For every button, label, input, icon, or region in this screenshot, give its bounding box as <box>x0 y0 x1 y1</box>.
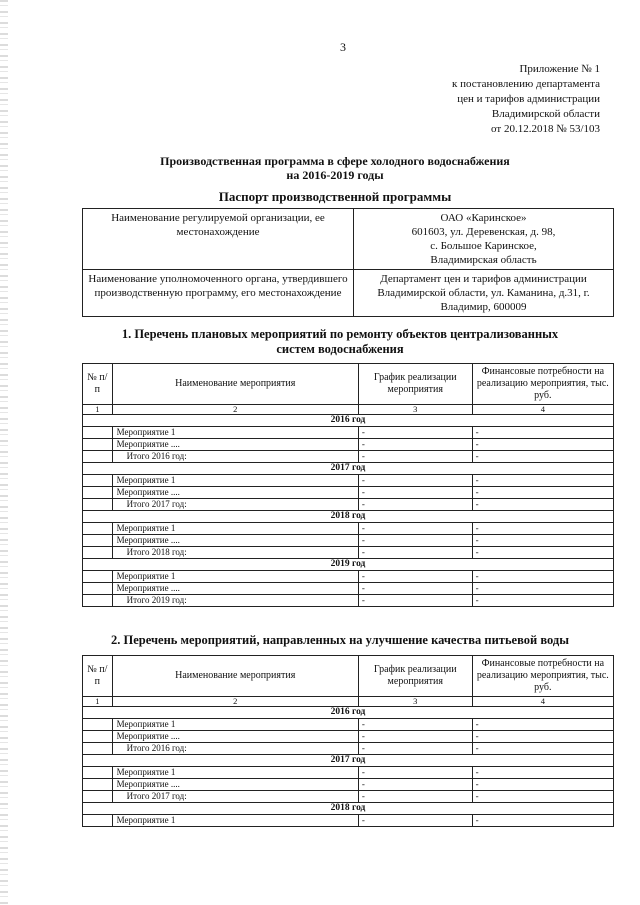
finance-cell: - <box>472 475 613 487</box>
table-row <box>83 719 614 731</box>
passport-heading: Паспорт производственной программы <box>218 189 452 204</box>
item-name: Мероприятие 1 <box>112 815 358 827</box>
finance-cell: - <box>472 499 613 511</box>
year-label: 2016 год <box>83 415 614 427</box>
appendix-line-1: Приложение № 1 <box>519 63 600 75</box>
col-number-header: № п/п <box>83 364 113 405</box>
plan-table-1 <box>82 363 614 607</box>
scan-edge-artifact <box>0 0 8 905</box>
year-label: 2018 год <box>83 803 614 815</box>
col-index: 1 <box>83 697 113 707</box>
table-row <box>83 731 614 743</box>
year-row <box>83 707 614 719</box>
finance-cell: - <box>472 779 613 791</box>
total-row <box>83 595 614 607</box>
finance-cell: - <box>472 815 613 827</box>
finance-cell: - <box>472 583 613 595</box>
schedule-cell: - <box>358 583 472 595</box>
col-name-header: Наименование мероприятия <box>112 364 358 405</box>
table-row <box>83 815 614 827</box>
passport-row <box>83 209 614 270</box>
year-row <box>83 463 614 475</box>
col-index: 4 <box>472 405 613 415</box>
item-name: Мероприятие 1 <box>112 571 358 583</box>
total-label: Итого 2018 год: <box>112 547 358 559</box>
total-row <box>83 499 614 511</box>
table-row <box>83 535 614 547</box>
total-label: Итого 2016 год: <box>112 743 358 755</box>
item-name: Мероприятие .... <box>112 439 358 451</box>
section-1-heading-line-2: систем водоснабжения <box>276 342 404 356</box>
item-name: Мероприятие .... <box>112 487 358 499</box>
col-name-header: Наименование мероприятия <box>112 656 358 697</box>
col-schedule-header: График реализации мероприятия <box>358 656 472 697</box>
item-name: Мероприятие 1 <box>112 523 358 535</box>
org-address-1: 601603, ул. Деревенская, д. 98, <box>411 226 556 238</box>
finance-cell: - <box>472 451 613 463</box>
schedule-cell: - <box>358 815 472 827</box>
year-label: 2017 год <box>83 463 614 475</box>
col-index: 2 <box>112 697 358 707</box>
item-name: Мероприятие .... <box>112 731 358 743</box>
table-row <box>83 523 614 535</box>
item-name: Мероприятие 1 <box>112 719 358 731</box>
table-row <box>83 475 614 487</box>
appendix-line-5: от 20.12.2018 № 53/103 <box>491 123 600 135</box>
plan-table-2 <box>82 655 614 827</box>
finance-cell: - <box>472 439 613 451</box>
schedule-cell: - <box>358 427 472 439</box>
table-row <box>83 571 614 583</box>
finance-cell: - <box>472 767 613 779</box>
schedule-cell: - <box>358 439 472 451</box>
finance-cell: - <box>472 719 613 731</box>
col-index: 3 <box>358 697 472 707</box>
total-label: Итого 2019 год: <box>112 595 358 607</box>
org-name: ОАО «Каринское» <box>440 212 527 224</box>
passport-label: Наименование уполномоченного органа, утвердившего производственную программу, его местонахождение <box>83 270 354 317</box>
passport-label: Наименование регулируемой организации, ее местонахождение <box>83 209 354 270</box>
schedule-cell: - <box>358 571 472 583</box>
schedule-cell: - <box>358 475 472 487</box>
col-index: 4 <box>472 697 613 707</box>
appendix-line-3: цен и тарифов администрации <box>457 93 600 105</box>
finance-cell: - <box>472 791 613 803</box>
table-header-row <box>83 656 614 697</box>
title-line-1: Производственная программа в сфере холодного водоснабжения <box>160 154 510 168</box>
item-name: Мероприятие .... <box>112 535 358 547</box>
item-name: Мероприятие 1 <box>112 427 358 439</box>
passport-value <box>354 209 614 270</box>
finance-cell: - <box>472 595 613 607</box>
finance-cell: - <box>472 427 613 439</box>
total-label: Итого 2017 год: <box>112 791 358 803</box>
table-row <box>83 583 614 595</box>
item-name: Мероприятие 1 <box>112 767 358 779</box>
table-header-row <box>83 364 614 405</box>
total-row <box>83 547 614 559</box>
col-finance-header: Финансовые потребности на реализацию мероприятия, тыс. руб. <box>472 364 613 405</box>
year-row <box>83 559 614 571</box>
col-index: 1 <box>83 405 113 415</box>
year-row <box>83 803 614 815</box>
col-finance-header: Финансовые потребности на реализацию мероприятия, тыс. руб. <box>472 656 613 697</box>
schedule-cell: - <box>358 535 472 547</box>
total-row <box>83 451 614 463</box>
section-2-heading: 2. Перечень мероприятий, направленных на улучшение качества питьевой воды <box>111 633 569 647</box>
appendix-block <box>360 62 600 137</box>
table-row <box>83 439 614 451</box>
schedule-cell: - <box>358 487 472 499</box>
column-index-row <box>83 697 614 707</box>
schedule-cell: - <box>358 779 472 791</box>
schedule-cell: - <box>358 719 472 731</box>
finance-cell: - <box>472 731 613 743</box>
finance-cell: - <box>472 535 613 547</box>
col-schedule-header: График реализации мероприятия <box>358 364 472 405</box>
finance-cell: - <box>472 743 613 755</box>
table-row <box>83 427 614 439</box>
schedule-cell: - <box>358 767 472 779</box>
org-address-3: Владимирская область <box>430 254 537 266</box>
col-index: 2 <box>112 405 358 415</box>
passport-row <box>83 270 614 317</box>
table-row <box>83 779 614 791</box>
schedule-cell: - <box>358 791 472 803</box>
year-row <box>83 511 614 523</box>
schedule-cell: - <box>358 743 472 755</box>
year-label: 2016 год <box>83 707 614 719</box>
table-row <box>83 487 614 499</box>
item-name: Мероприятие 1 <box>112 475 358 487</box>
year-label: 2018 год <box>83 511 614 523</box>
schedule-cell: - <box>358 731 472 743</box>
title-line-2: на 2016-2019 годы <box>286 168 384 182</box>
finance-cell: - <box>472 523 613 535</box>
schedule-cell: - <box>358 451 472 463</box>
schedule-cell: - <box>358 523 472 535</box>
schedule-cell: - <box>358 595 472 607</box>
total-label: Итого 2016 год: <box>112 451 358 463</box>
year-label: 2017 год <box>83 755 614 767</box>
passport-table <box>82 208 614 317</box>
section-1-heading-line-1: 1. Перечень плановых мероприятий по ремонту объектов централизованных <box>121 327 559 341</box>
year-row <box>83 415 614 427</box>
section-1-heading <box>60 327 620 357</box>
finance-cell: - <box>472 547 613 559</box>
appendix-line-2: к постановлению департамента <box>452 78 600 90</box>
schedule-cell: - <box>358 499 472 511</box>
schedule-cell: - <box>358 547 472 559</box>
total-label: Итого 2017 год: <box>112 499 358 511</box>
document-title <box>100 154 570 182</box>
item-name: Мероприятие .... <box>112 779 358 791</box>
column-index-row <box>83 405 614 415</box>
finance-cell: - <box>472 571 613 583</box>
year-label: 2019 год <box>83 559 614 571</box>
finance-cell: - <box>472 487 613 499</box>
org-address-2: с. Большое Каринское, <box>430 240 537 252</box>
appendix-line-4: Владимирской области <box>491 108 600 120</box>
item-name: Мероприятие .... <box>112 583 358 595</box>
total-row <box>83 743 614 755</box>
passport-value: Департамент цен и тарифов администрации Владимирской области, ул. Каманина, д.31, г. Владимир, 600009 <box>354 270 614 317</box>
col-index: 3 <box>358 405 472 415</box>
col-number-header: № п/п <box>83 656 113 697</box>
year-row <box>83 755 614 767</box>
total-row <box>83 791 614 803</box>
table-row <box>83 767 614 779</box>
page-number: 3 <box>340 40 346 54</box>
